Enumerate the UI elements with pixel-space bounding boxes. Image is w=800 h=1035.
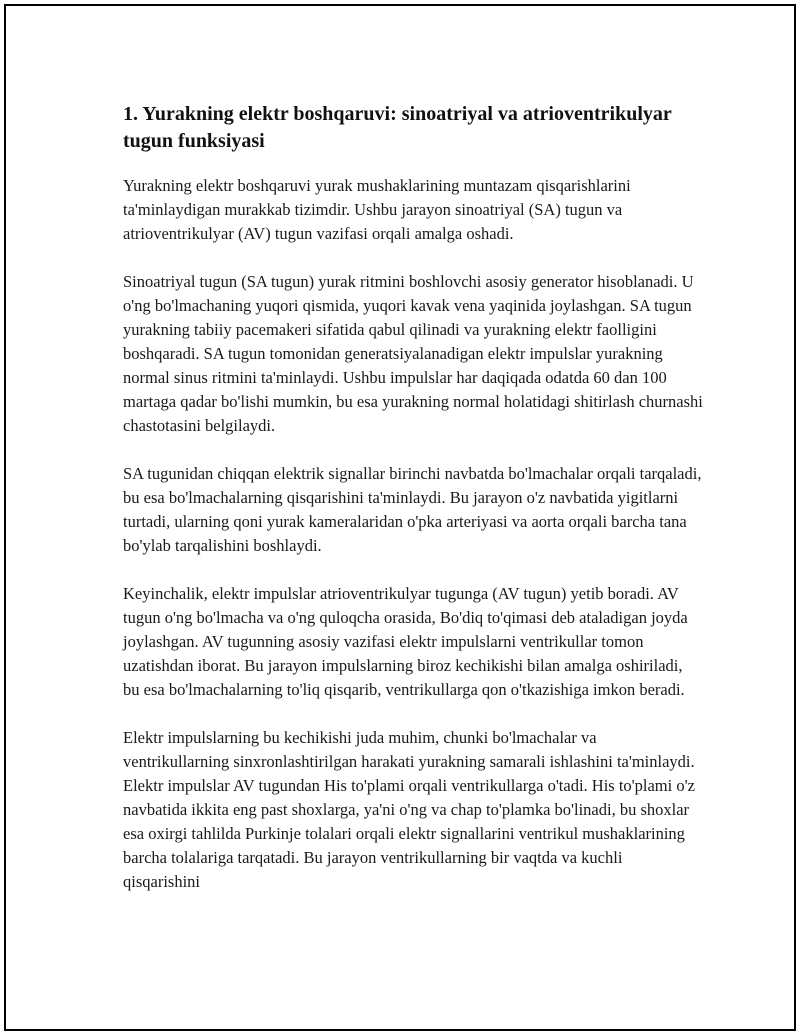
page-frame (4, 4, 796, 1031)
paragraph-av-node: Keyinchalik, elektr impulslar atrioventrikulyar tugunga (AV tugun) yetib boradi. AV tugun o'ng bo'lmacha va o'ng quloqcha orasida, Bo'diq to'qimasi deb ataladigan joyda joylashgan. AV tugunning asosiy vazifasi elektr impulslarni ventrikullar tomon uzatishdan iborat. Bu jarayon impulslarning biroz kechikishi bilan amalga oshiriladi, bu esa bo'lmachalarning to'liq qisqarib, ventrikullarga qon o'tkazishiga imkon beradi. (123, 584, 688, 699)
paragraph-his-bundle: Elektr impulslarning bu kechikishi juda muhim, chunki bo'lmachalar va ventrikullarning sinxronlashtirilgan harakati yurakning samarali ishlashini ta'minlaydi. Elektr impulslar AV tugundan His to'plami orqali ventrikullarga o'tadi. His to'plami o'z navbatida ikkita eng past shoxlarga, ya'ni o'ng va chap to'plamka bo'linadi, bu shoxlar esa oxirgi tahlilda Purkinje tolalari orqali elektr signallarini ventrikul mushaklarining barcha tolalariga tarqatadi. Bu jarayon ventrikullarning bir vaqtda va kuchli qisqarishini (123, 728, 695, 891)
paragraph-sa-signals: SA tugunidan chiqqan elektrik signallar birinchi navbatda bo'lmachalar orqali tarqaladi, bu esa bo'lmachalarning qisqarishini ta'minlaydi. Bu jarayon o'z navbatida yigitlarni turtadi, ularning qoni yurak kameralaridan o'pka arteriyasi va aorta orqali barcha tana bo'ylab tarqalishini boshlaydi. (123, 464, 702, 555)
paragraph-intro: Yurakning elektr boshqaruvi yurak mushaklarining muntazam qisqarishlarini ta'minlaydigan murakkab tizimdir. Ushbu jarayon sinoatriyal (SA) tugun va atrioventrikulyar (AV) tugun vazifasi orqali amalga oshadi. (123, 176, 631, 243)
document-body (123, 101, 703, 918)
section-heading: 1. Yurakning elektr boshqaruvi: sinoatriyal va atrioventrikulyar tugun funksiyasi (123, 103, 672, 152)
paragraph-sa-node: Sinoatriyal tugun (SA tugun) yurak ritmini boshlovchi asosiy generator hisoblanadi. U o'ng bo'lmachaning yuqori qismida, yuqori kavak vena yaqinida joylashgan. SA tugun yurakning tabiiy pacemakeri sifatida qabul qilinadi va yurakning elektr faolligini boshqaradi. SA tugun tomonidan generatsiyalanadigan elektr impulslar yurakning normal sinus ritmini ta'minlaydi. Ushbu impulslar har daqiqada odatda 60 dan 100 martaga qadar bo'lishi mumkin, bu esa yurakning normal holatidagi shitirlash churnashi chastotasini belgilaydi. (123, 272, 703, 435)
